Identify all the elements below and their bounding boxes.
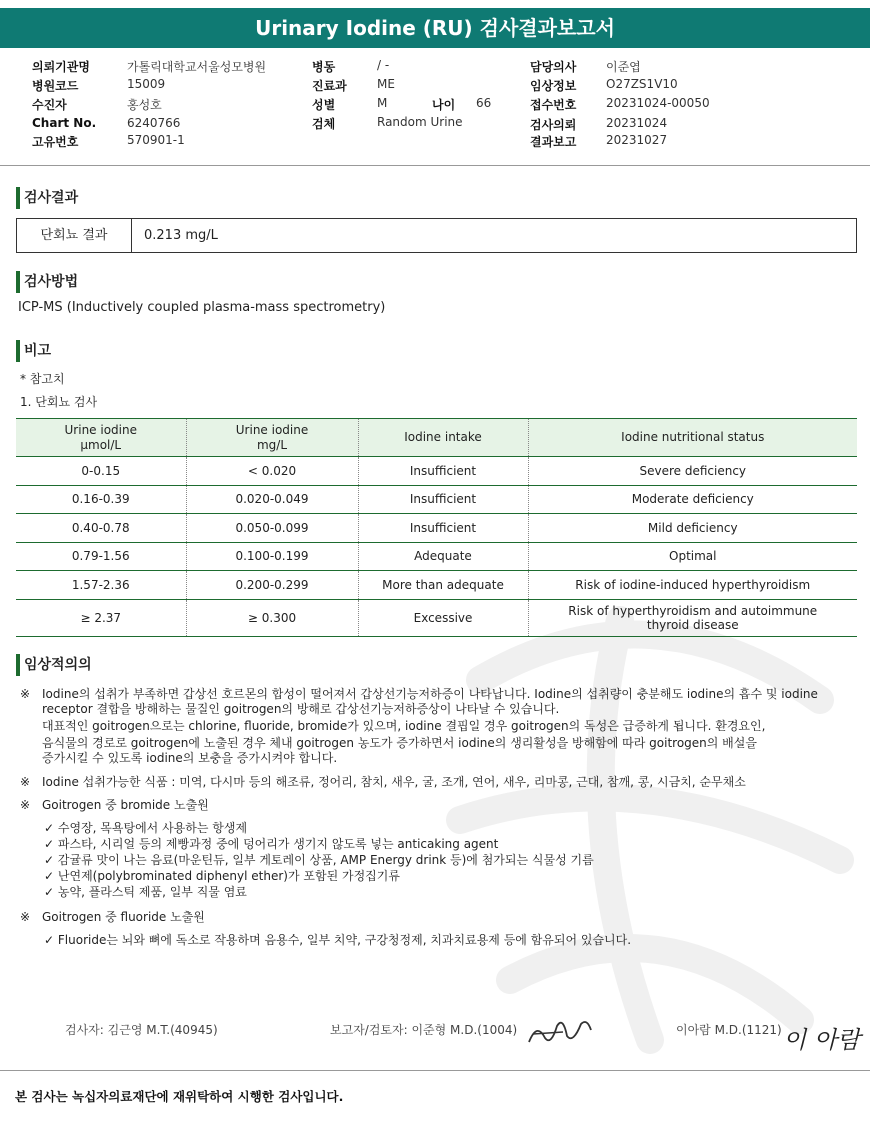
cell-umol: 0.40-0.78 bbox=[16, 514, 186, 543]
hospital-code-label: 병원코드 bbox=[32, 79, 79, 93]
result-heading: 검사결과 bbox=[16, 187, 78, 209]
ward-label: 병동 bbox=[312, 60, 336, 74]
bromide-item bbox=[44, 884, 247, 900]
dept-value: ME bbox=[377, 77, 395, 91]
col-intake: Iodine intake bbox=[358, 419, 528, 457]
cell-status: Moderate deficiency bbox=[528, 485, 857, 514]
fluoride-heading: Goitrogen 중 fluoride 노출원 bbox=[42, 910, 205, 924]
check-icon: ✓ bbox=[44, 853, 55, 867]
bromide-item bbox=[44, 836, 498, 852]
clinical-p1-line: receptor 결합을 방해하는 물질인 goitrogen의 방해로 갑상선기능저하증상이 나타날 수 있습니다. bbox=[42, 702, 560, 716]
cell-intake: Insufficient bbox=[358, 485, 528, 514]
col-umol bbox=[16, 419, 186, 457]
reference-mark-icon: ※ bbox=[20, 910, 31, 924]
table-row bbox=[16, 485, 857, 514]
cell-status: Severe deficiency bbox=[528, 457, 857, 486]
col-umol-line2: μmol/L bbox=[80, 437, 122, 452]
cell-umol: 0.16-0.39 bbox=[16, 485, 186, 514]
cell-mg: ≥ 0.300 bbox=[186, 599, 358, 636]
tester-signature: 검사자: 김근영 M.T.(40945) bbox=[65, 1023, 218, 1037]
clinical-p1-line: Iodine의 섭취가 부족하면 갑상선 호르몬의 합성이 떨어져서 갑상선기능저하증이 나타납니다. Iodine의 섭취량이 충분해도 iodine의 흡수 및 iodine bbox=[42, 687, 818, 701]
cell-mg: < 0.020 bbox=[186, 457, 358, 486]
col-mg-line2: mg/L bbox=[256, 437, 288, 452]
clinical-p1-line: 음식물의 경로로 goitrogen에 노출된 경우 체내 goitrogen 농도가 증가하면서 iodine의 생리활성을 방해함에 따라 goitrogen의 배설을 bbox=[42, 736, 757, 750]
table-row bbox=[16, 514, 857, 543]
cell-mg: 0.050-0.099 bbox=[186, 514, 358, 543]
clinical-heading: 임상적의의 bbox=[16, 654, 92, 676]
sex-value: M bbox=[377, 96, 388, 110]
reference-mark-icon: ※ bbox=[20, 798, 31, 812]
table-row bbox=[16, 542, 857, 571]
cell-mg: 0.100-0.199 bbox=[186, 542, 358, 571]
cell-intake: More than adequate bbox=[358, 571, 528, 600]
bromide-item-text: 파스타, 시리얼 등의 제빵과정 중에 덩어리가 생기지 않도록 넣는 anticaking agent bbox=[57, 837, 499, 851]
specimen-label: 검체 bbox=[312, 117, 336, 131]
cell-umol: 0-0.15 bbox=[16, 457, 186, 486]
cell-status bbox=[528, 599, 857, 636]
cell-status: Mild deficiency bbox=[528, 514, 857, 543]
bromide-item-text: 수영장, 목욕탕에서 사용하는 항생제 bbox=[57, 821, 248, 835]
unique-label: 고유번호 bbox=[32, 135, 79, 149]
fluoride-item bbox=[44, 932, 631, 948]
check-icon: ✓ bbox=[44, 933, 55, 947]
age-label: 나이 bbox=[432, 98, 456, 112]
chart-value: 6240766 bbox=[127, 116, 181, 130]
cell-status-line1: Risk of hyperthyroidism and autoimmune bbox=[568, 603, 818, 618]
reviewer-signature: 보고자/검토자: 이준형 M.D.(1004) bbox=[330, 1023, 518, 1037]
reference-note: * 참고치 bbox=[20, 372, 65, 386]
bromide-item bbox=[44, 852, 594, 868]
cell-umol: ≥ 2.37 bbox=[16, 599, 186, 636]
bromide-item bbox=[44, 868, 400, 884]
check-icon: ✓ bbox=[44, 837, 55, 851]
receipt-label: 접수번호 bbox=[530, 98, 577, 112]
cell-status: Optimal bbox=[528, 542, 857, 571]
institution-label: 의뢰기관명 bbox=[32, 60, 90, 74]
patient-info-block bbox=[0, 56, 870, 156]
col-umol-line1: Urine iodine bbox=[64, 422, 137, 437]
bromide-item-text: 감귤류 맛이 나는 음료(마운틴듀, 일부 게토레이 상품, AMP Energy drink 등)에 첨가되는 식물성 기름 bbox=[57, 853, 594, 867]
method-text: ICP-MS (Inductively coupled plasma-mass spectrometry) bbox=[18, 300, 386, 315]
cell-mg: 0.200-0.299 bbox=[186, 571, 358, 600]
reference-table bbox=[16, 418, 857, 637]
cell-intake: Insufficient bbox=[358, 457, 528, 486]
check-icon: ✓ bbox=[44, 885, 55, 899]
dept-label: 진료과 bbox=[312, 79, 347, 93]
table-header-row bbox=[16, 419, 857, 457]
cell-status-line2: thyroid disease bbox=[646, 617, 739, 632]
footer-note: 본 검사는 녹십자의료재단에 재위탁하여 시행한 검사입니다. bbox=[15, 1089, 344, 1104]
clinical-info-value: O27ZS1V10 bbox=[606, 77, 678, 91]
reference-mark-icon: ※ bbox=[20, 687, 31, 701]
bromide-item-text: 농약, 플라스틱 제품, 일부 직물 염료 bbox=[57, 885, 247, 899]
request-value: 20231024 bbox=[606, 116, 668, 130]
divider bbox=[0, 1070, 870, 1071]
patient-value: 홍성호 bbox=[127, 98, 162, 112]
col-mg-line1: Urine iodine bbox=[235, 422, 309, 437]
table-row bbox=[16, 457, 857, 486]
cell-intake: Adequate bbox=[358, 542, 528, 571]
fluoride-item-text: Fluoride는 뇌와 뼈에 독소로 작용하며 음용수, 일부 치약, 구강청정제, 치과치료용제 등에 함유되어 있습니다. bbox=[57, 933, 632, 947]
chart-label: Chart No. bbox=[32, 116, 97, 130]
specimen-value: Random Urine bbox=[377, 115, 463, 129]
patient-label: 수진자 bbox=[32, 98, 67, 112]
bromide-item bbox=[44, 820, 247, 836]
report-date-value: 20231027 bbox=[606, 133, 668, 147]
doctor-signature: 이아람 M.D.(1121) bbox=[676, 1023, 782, 1037]
age-value: 66 bbox=[476, 96, 492, 110]
result-box bbox=[16, 218, 857, 253]
cell-umol: 1.57-2.36 bbox=[16, 571, 186, 600]
table-row bbox=[16, 571, 857, 600]
check-icon: ✓ bbox=[44, 821, 55, 835]
cell-intake: Excessive bbox=[358, 599, 528, 636]
cell-status: Risk of iodine-induced hyperthyroidism bbox=[528, 571, 857, 600]
institution-value: 가톨릭대학교서울성모병원 bbox=[127, 60, 267, 74]
clinical-info-label: 임상정보 bbox=[530, 79, 577, 93]
request-label: 검사의뢰 bbox=[530, 118, 577, 132]
hospital-code-value: 15009 bbox=[127, 77, 166, 91]
divider bbox=[0, 165, 870, 166]
reference-mark-icon: ※ bbox=[20, 775, 31, 789]
check-icon: ✓ bbox=[44, 869, 55, 883]
bromide-item-text: 난연제(polybrominated diphenyl ether)가 포함된 가정집기류 bbox=[57, 869, 400, 883]
cell-umol: 0.79-1.56 bbox=[16, 542, 186, 571]
sex-label: 성별 bbox=[312, 98, 336, 112]
clinical-p1-line: 증가시킬 수 있도록 iodine의 보충을 증가시켜야 합니다. bbox=[42, 751, 338, 765]
clinical-p1-line: 대표적인 goitrogen으로는 chlorine, fluoride, bromide가 있으며, iodine 결핍일 경우 goitrogen의 독성은 급증하게 됩니다. 환경요인, bbox=[42, 719, 766, 733]
doctor-handwritten-signature: 이 아람 bbox=[783, 1026, 861, 1054]
ward-value: / - bbox=[377, 58, 390, 72]
iodine-foods-text: Iodine 섭취가능한 식품 : 미역, 다시마 등의 해조류, 정어리, 참치, 새우, 굴, 조개, 연어, 새우, 리마콩, 근대, 참깨, 콩, 시금치, 순무채소 bbox=[42, 775, 746, 789]
table-row bbox=[16, 599, 857, 636]
report-date-label: 결과보고 bbox=[530, 135, 577, 149]
result-label: 단회뇨 결과 bbox=[17, 219, 132, 252]
col-mg bbox=[186, 419, 358, 457]
doctor-value: 이준엽 bbox=[606, 60, 641, 74]
cell-intake: Insufficient bbox=[358, 514, 528, 543]
unique-value: 570901-1 bbox=[127, 133, 185, 147]
reviewer-handwritten-signature-icon bbox=[523, 1012, 595, 1052]
col-status: Iodine nutritional status bbox=[528, 419, 857, 457]
doctor-label: 담당의사 bbox=[530, 60, 577, 74]
remarks-heading: 비고 bbox=[16, 340, 51, 362]
receipt-value: 20231024-00050 bbox=[606, 96, 710, 110]
result-value: 0.213 mg/L bbox=[144, 228, 218, 243]
method-heading: 검사방법 bbox=[16, 271, 78, 293]
bromide-heading: Goitrogen 중 bromide 노출원 bbox=[42, 798, 209, 812]
cell-mg: 0.020-0.049 bbox=[186, 485, 358, 514]
report-title: Urinary Iodine (RU) 검사결과보고서 bbox=[0, 8, 870, 48]
reference-item: 1. 단회뇨 검사 bbox=[20, 395, 98, 409]
